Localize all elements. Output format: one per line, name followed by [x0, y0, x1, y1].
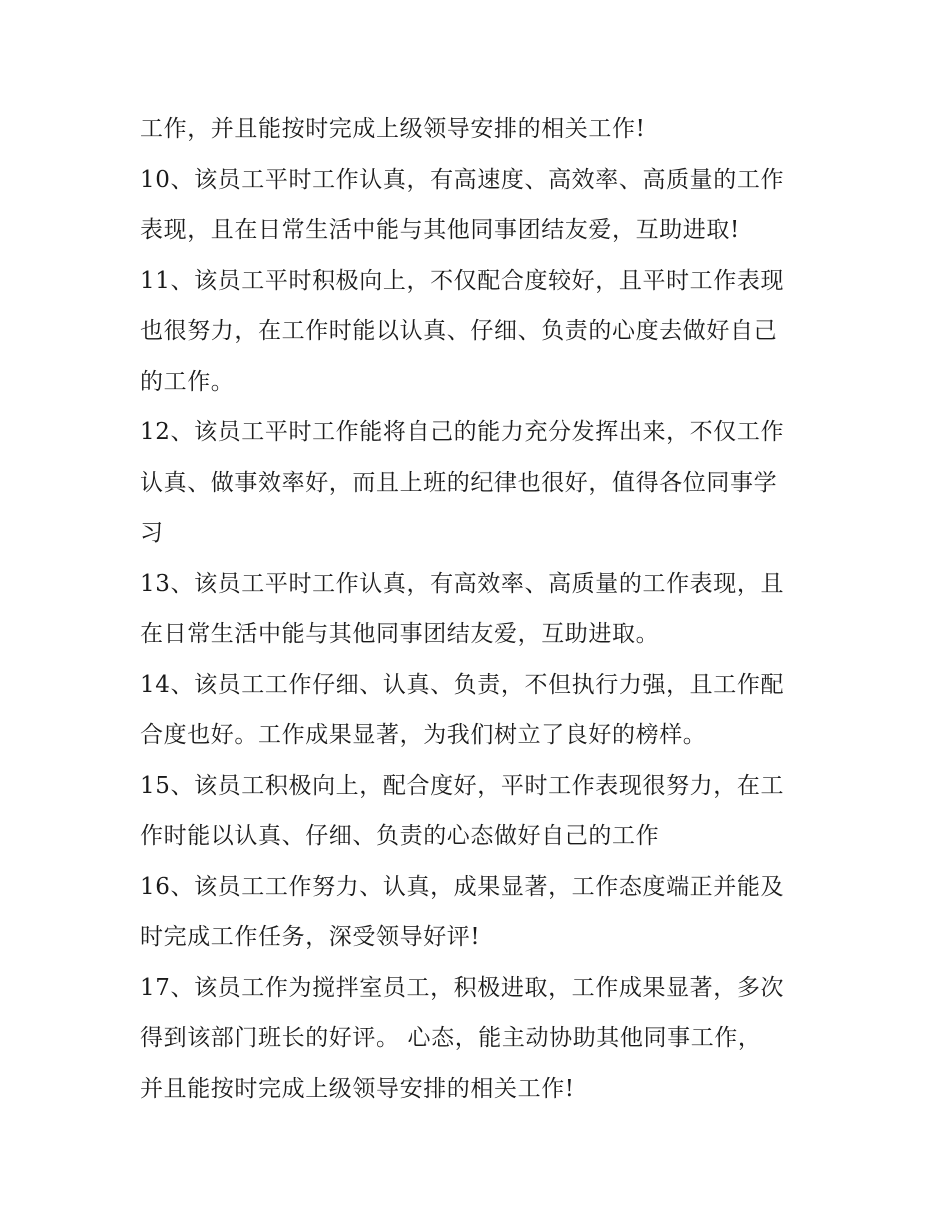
- text-line: 10、该员工平时工作认真，有高速度、高效率、高质量的工作: [140, 166, 785, 193]
- document-body: [140, 104, 820, 1114]
- text-line: 16、该员工工作努力、认真，成果显著，工作态度端正并能及: [140, 873, 785, 900]
- text-line: 工作，并且能按时完成上级领导安排的相关工作!: [140, 116, 646, 142]
- text-line: 13、该员工平时工作认真，有高效率、高质量的工作表现，且: [140, 570, 785, 597]
- text-line: 15、该员工积极向上，配合度好，平时工作表现很努力，在工: [140, 772, 785, 799]
- text-line: 也很努力，在工作时能以认真、仔细、负责的心度去做好自己: [140, 318, 778, 344]
- text-line: 习: [140, 520, 164, 546]
- text-line: 作时能以认真、仔细、负责的心态做好自己的工作: [140, 823, 660, 849]
- text-line: 17、该员工作为搅拌室员工，积极进取，工作成果显著，多次: [140, 974, 785, 1001]
- text-line: 合度也好。工作成果显著，为我们树立了良好的榜样。: [140, 722, 707, 748]
- text-line: 12、该员工平时工作能将自己的能力充分发挥出来，不仅工作: [140, 419, 785, 445]
- text-line: 在日常生活中能与其他同事团结友爱，互助进取。: [140, 621, 660, 647]
- text-line: 的工作。: [140, 368, 235, 395]
- text-line: 认真、做事效率好，而且上班的纪律也很好，值得各位同事学: [140, 469, 778, 496]
- text-line: 表现，且在日常生活中能与其他同事团结友爱，互助进取!: [140, 217, 740, 243]
- text-line: 11、该员工平时积极向上，不仅配合度较好，且平时工作表现: [140, 267, 785, 294]
- text-line: 得到该部门班长的好评。 心态，能主动协助其他同事工作，: [140, 1025, 762, 1051]
- text-line: 14、该员工工作仔细、认真、负责，不但执行力强，且工作配: [140, 671, 785, 698]
- text-line: 并且能按时完成上级领导安排的相关工作!: [140, 1075, 575, 1102]
- text-line: 时完成工作任务，深受领导好评!: [140, 924, 481, 950]
